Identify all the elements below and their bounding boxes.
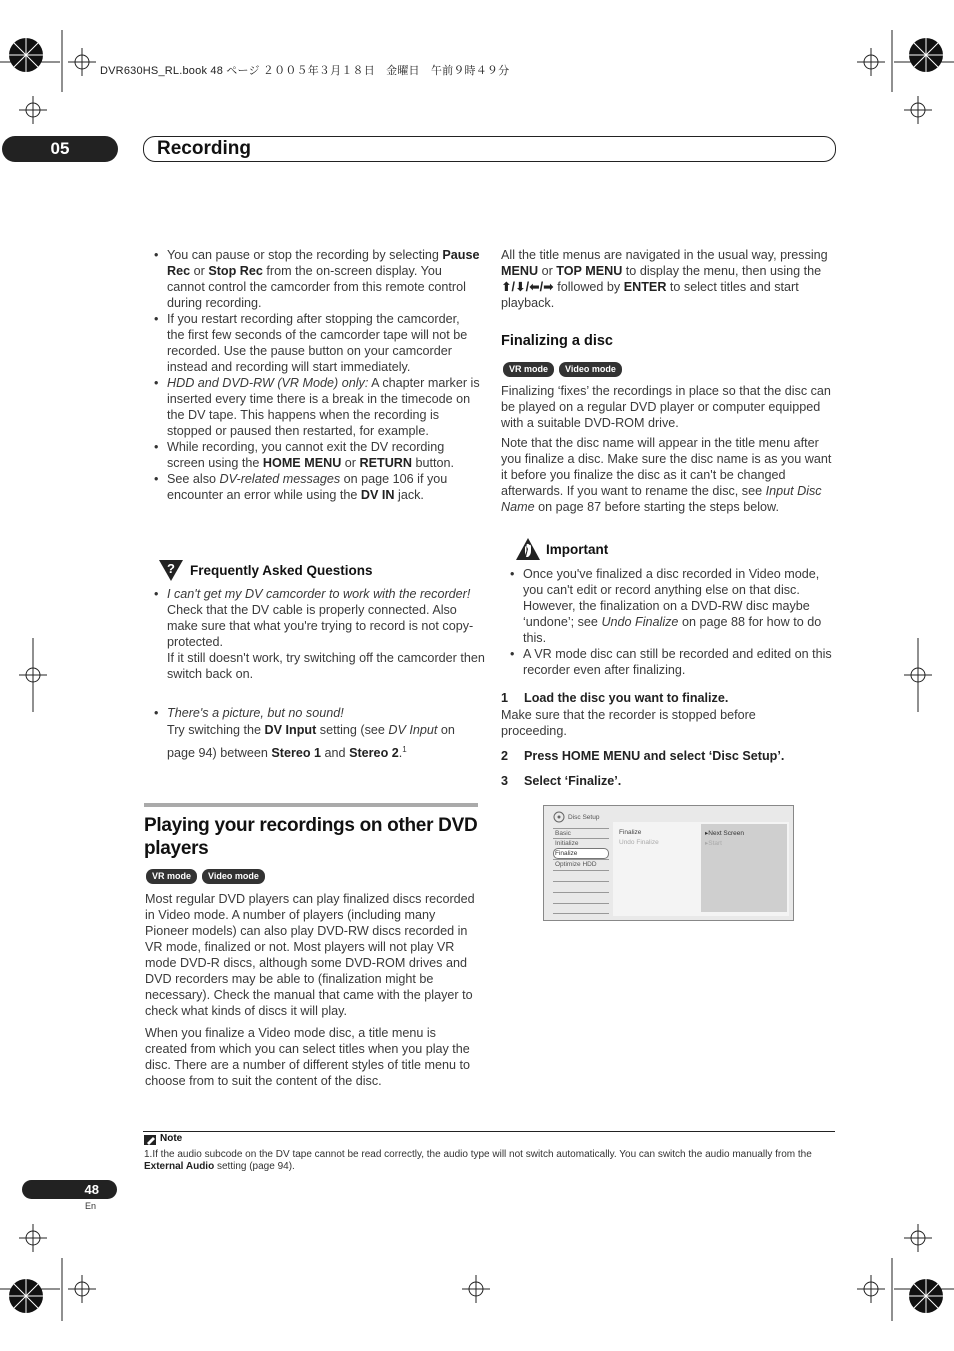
list-item: • There's a picture, but no sound! bbox=[145, 705, 485, 721]
list-item: • You can pause or stop the recording by selecting Pause Rec or Stop Rec from the on-screen display. You cannot control the camcorder from this remote control during recording. bbox=[145, 247, 480, 311]
list-item: • If you restart recording after stopping the camcorder, the first few seconds of the camcorder tape will not be recorded. Use the pause button on your camcorder instead and recording will start immediately. bbox=[145, 311, 480, 375]
page-number: 48 bbox=[84, 1182, 99, 1197]
finalize-body bbox=[501, 383, 836, 515]
option-start[interactable]: ▸Start bbox=[705, 840, 722, 847]
language-label: En bbox=[85, 1201, 97, 1211]
arrow-keys: ⬆/⬇/⬅/➡ bbox=[501, 280, 554, 294]
faq-answer: If it still doesn't work, try switching off the camcorder then switch back on. bbox=[167, 651, 485, 681]
title-menu-intro: All the title menus are navigated in the usual way, pressing MENU or TOP MENU to display the menu, then using the ⬆/⬇/⬅/➡ followed by ENTER to select titles and start playback. bbox=[501, 248, 828, 310]
list-item: • HDD and DVD-RW (VR Mode) only: A chapter marker is inserted every time there is a break in the timecode on the DV tape. This happens when the recording is stopped or paused then restarted, for example. bbox=[145, 375, 480, 439]
screen-menu bbox=[553, 826, 609, 914]
video-mode-badge: Video mode bbox=[559, 362, 622, 377]
section-heading: Playing your recordings on other DVD players bbox=[144, 815, 478, 859]
note-rule bbox=[143, 1131, 835, 1132]
important-content bbox=[501, 566, 836, 678]
faq-content bbox=[145, 586, 485, 763]
section-body bbox=[145, 891, 480, 1089]
step-2: 2 Press HOME MENU and select ‘Disc Setup’. bbox=[501, 749, 785, 763]
faq-icon bbox=[158, 557, 184, 583]
list-item: • A VR mode disc can still be recorded and edited on this recorder even after finalizing. bbox=[501, 646, 836, 678]
paragraph: Most regular DVD players can play finalized discs recorded in Video mode. A number of players (including many Pioneer models) can also play DVD-RW discs recorded in VR mode, finalized or not. Most players will not play VR mode DVD-R discs, although some DVD-ROM drives and DVD recorders may be able to (finalization might be necessary). Check the manual that came with the player to check what kinds of discs it will play. bbox=[145, 892, 475, 1018]
important-icon bbox=[515, 537, 541, 561]
file-info-line: DVR630HS_RL.book 48 ページ ２００５年３月１８日 金曜日 午前９時４９分 bbox=[100, 65, 510, 77]
paragraph: When you finalize a Video mode disc, a title menu is created from which you can select titles when you play the disc. There are a number of different styles of title menu to choose from to suit the content of the disc. bbox=[145, 1026, 471, 1088]
note-icon bbox=[144, 1134, 158, 1146]
menu-item-basic[interactable]: Basic bbox=[555, 830, 571, 837]
footnote: 1.If the audio subcode on the DV tape cannot be read correctly, the audio type will not switch automatically. You can switch the audio manually from the External Audio setting (page 94). bbox=[144, 1149, 812, 1172]
list-item: • While recording, you cannot exit the DV recording screen using the HOME MENU or RETURN button. bbox=[145, 439, 480, 471]
list-item: • I can't get my DV camcorder to work with the recorder! bbox=[145, 586, 485, 602]
step-1: 1 Load the disc you want to finalize. bbox=[501, 691, 729, 705]
paragraph: Finalizing ‘fixes’ the recordings in place so that the disc can be played on a regular DVD player or computer equipped with a suitable DVD-ROM drive. bbox=[501, 384, 831, 430]
faq-answer: Check that the DV cable is properly connected. Also make sure that what you're trying to record is not copy-protected. bbox=[167, 603, 474, 649]
menu-item-optimize-hdd[interactable]: Optimize HDD bbox=[555, 861, 597, 868]
option-undo-finalize[interactable]: Undo Finalize bbox=[619, 839, 659, 846]
left-column bbox=[145, 247, 480, 503]
important-title: Important bbox=[546, 542, 609, 557]
menu-item-finalize[interactable]: Finalize bbox=[555, 850, 578, 857]
screen-title: Disc Setup bbox=[568, 814, 600, 821]
finalize-heading: Finalizing a disc bbox=[501, 333, 613, 349]
page-number-pill bbox=[22, 1180, 117, 1199]
screen-subpanel bbox=[701, 824, 787, 912]
note-label: Note bbox=[160, 1133, 183, 1144]
svg-text:?: ? bbox=[167, 561, 175, 576]
option-next-screen[interactable]: ▸Next Screen bbox=[705, 830, 745, 837]
faq-answer: Try switching the DV Input setting (see DV Input on page 94) between Stereo 1 and Stereo 2.$^1$ bbox=[167, 723, 455, 761]
step-1-text: Make sure that the recorder is stopped before proceeding. bbox=[501, 708, 756, 738]
section-rule bbox=[144, 803, 478, 807]
vr-mode-badge: VR mode bbox=[146, 869, 197, 884]
chapter-number: 05 bbox=[2, 136, 118, 162]
disc-icon bbox=[552, 811, 566, 823]
vr-mode-badge: VR mode bbox=[503, 362, 554, 377]
chapter-title: Recording bbox=[157, 138, 251, 159]
mode-badges bbox=[503, 359, 627, 377]
list-item: • Once you've finalized a disc recorded in Video mode, you can't edit or record anything else on that disc. However, the finalization on a DVD-RW disc maybe ‘undone’; see Undo Finalize on page 88 for how to do this. bbox=[501, 566, 836, 646]
video-mode-badge: Video mode bbox=[202, 869, 265, 884]
option-finalize[interactable]: Finalize bbox=[619, 829, 642, 836]
step-3: 3 Select ‘Finalize’. bbox=[501, 774, 622, 788]
disc-setup-screen bbox=[543, 805, 794, 921]
paragraph: Note that the disc name will appear in the title menu after you finalize a disc. Make sure the disc name is as you want it before you finalize the disc as it can't be changed afterwards. If you want to rename the disc, see Input Disc Name on page 87 before starting the steps below. bbox=[501, 436, 832, 514]
mode-badges bbox=[146, 866, 270, 884]
faq-title: Frequently Asked Questions bbox=[190, 563, 373, 578]
menu-item-initialize[interactable]: Initialize bbox=[555, 840, 579, 847]
list-item: • See also DV-related messages on page 106 if you encounter an error while using the DV IN jack. bbox=[145, 471, 480, 503]
